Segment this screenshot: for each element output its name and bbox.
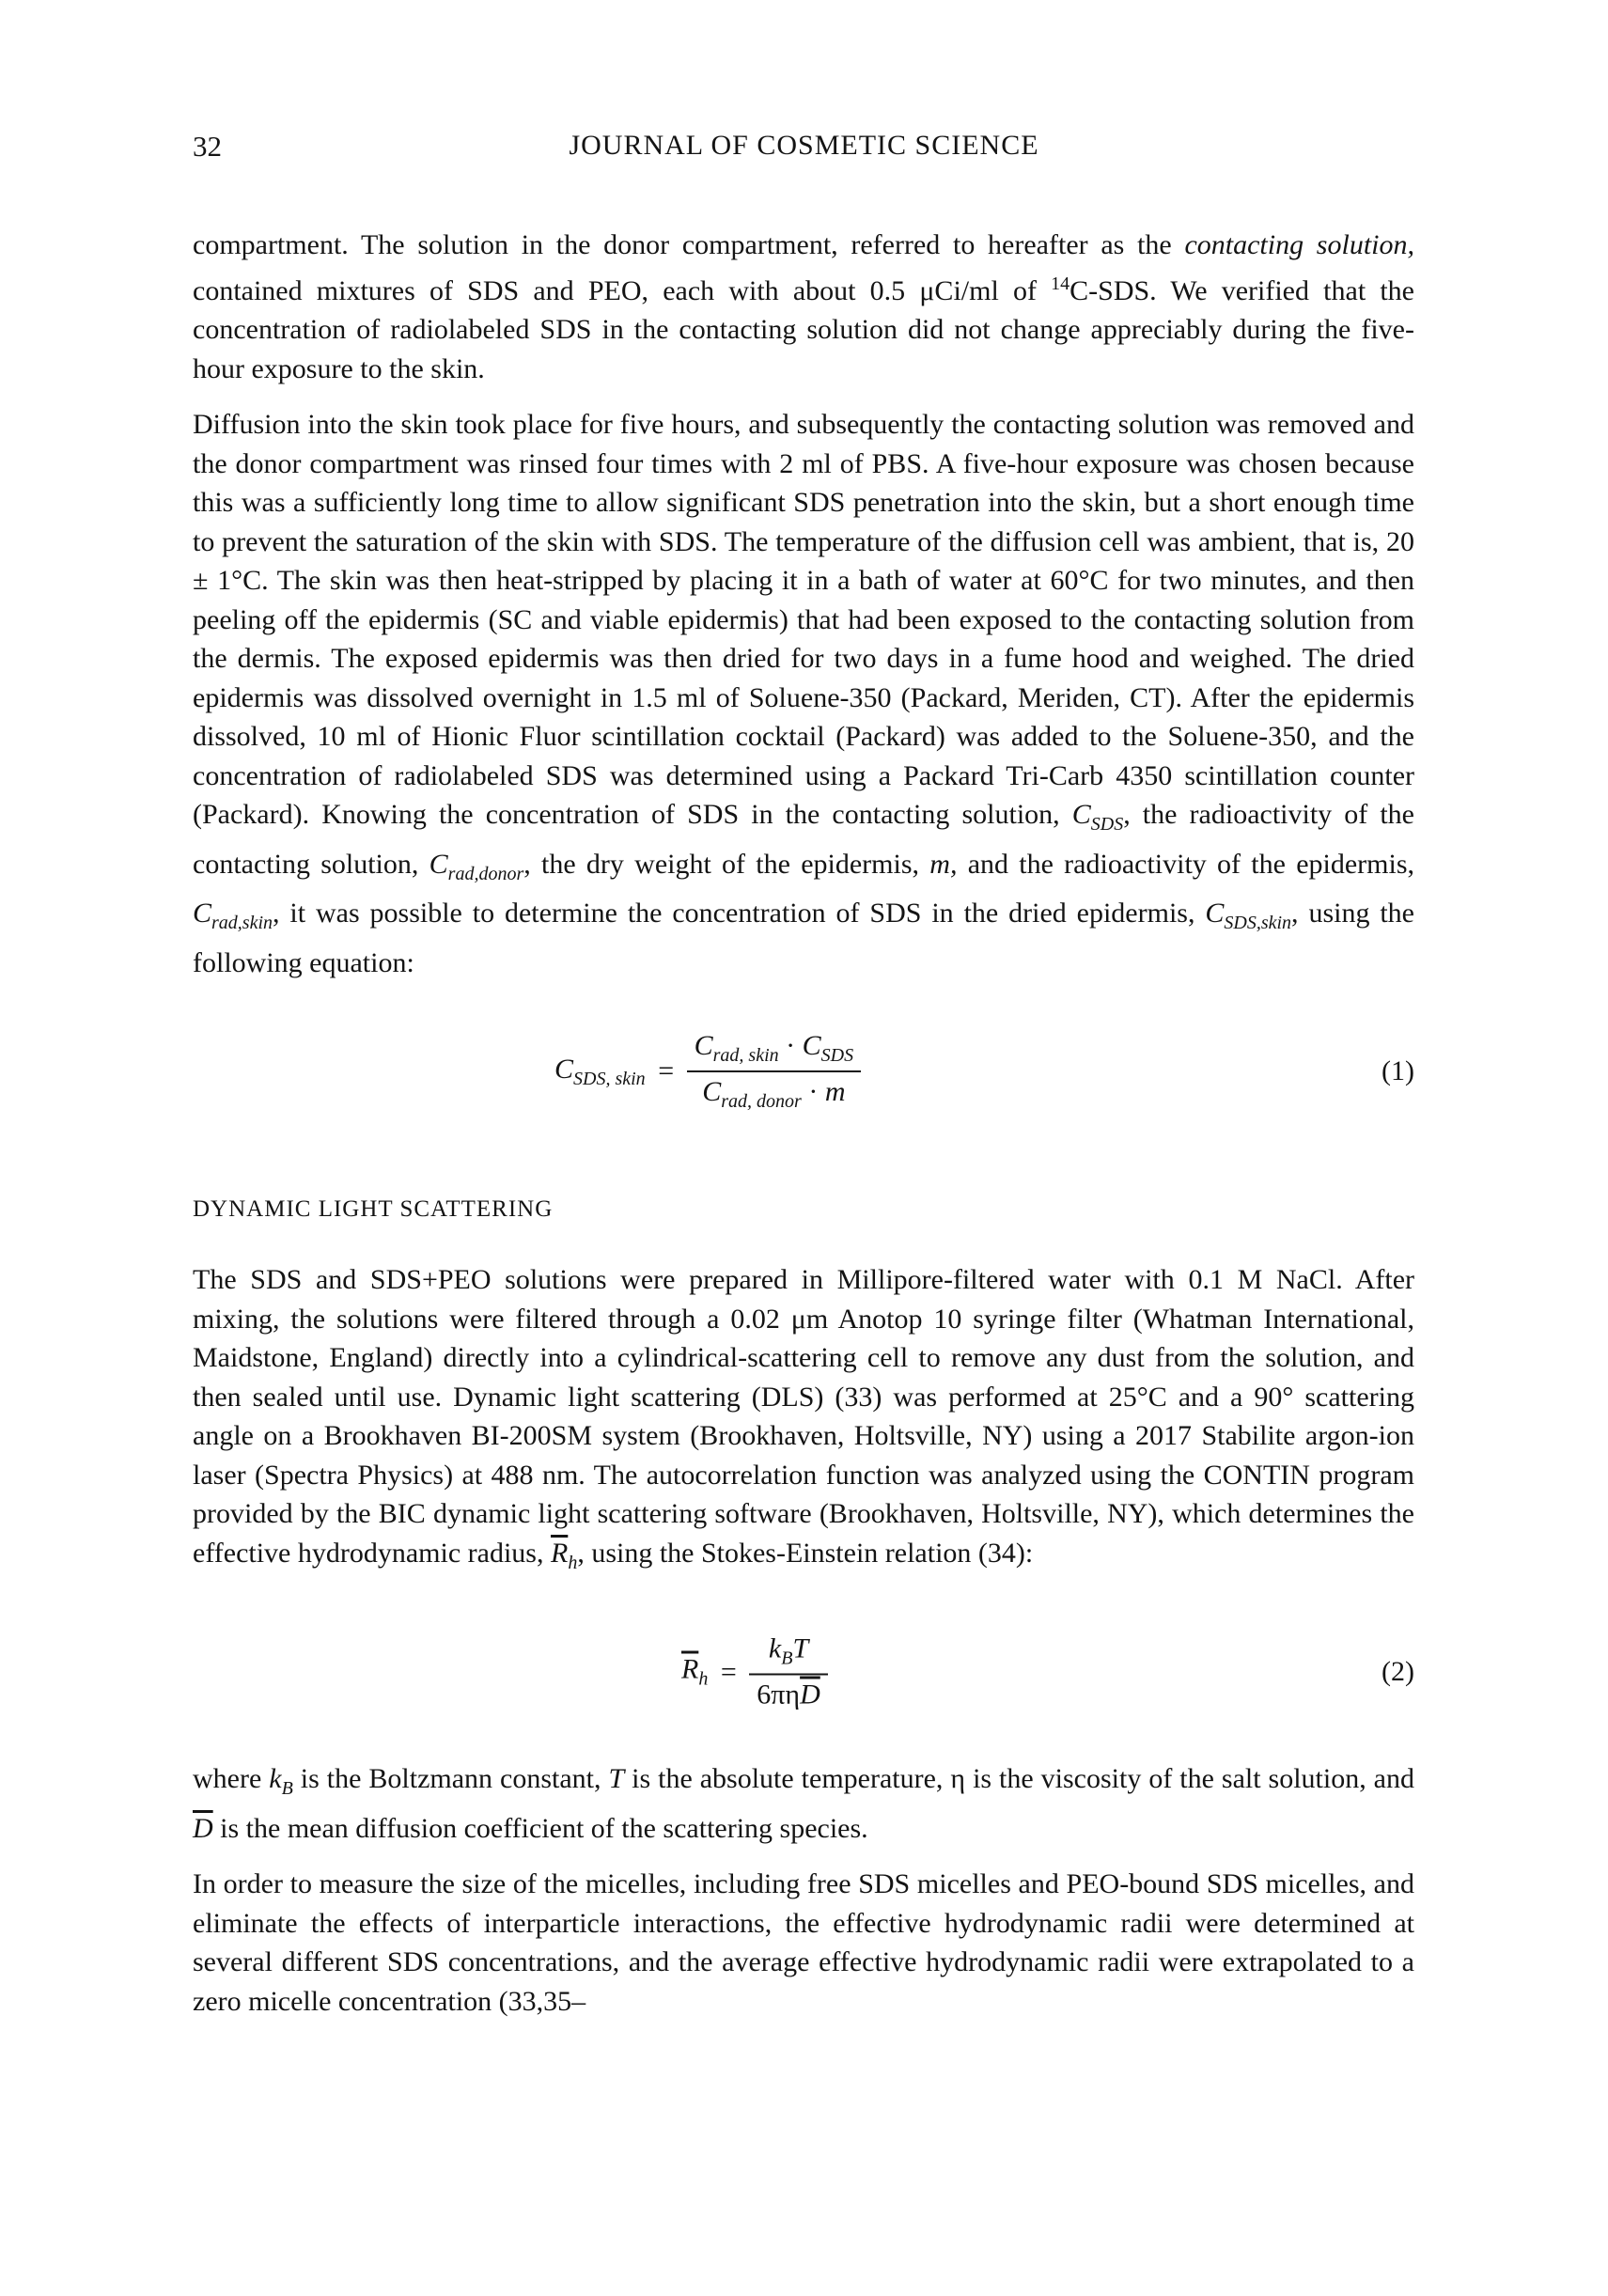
journal-title: JOURNAL OF COSMETIC SCIENCE: [569, 130, 1039, 161]
equation-1-numerator: $C_{rad, skin} \cdot C_{SDS}$: [687, 1030, 861, 1072]
paragraph-3: [193, 1260, 1414, 1583]
symbol-c-sds-skin: $C_{SDS,skin}$: [1205, 898, 1292, 933]
equation-2-fraction: [749, 1633, 828, 1711]
equation-2-number: (2): [1382, 1656, 1414, 1687]
equation-1-lhs: $C_{SDS, skin}$: [554, 1053, 646, 1089]
text-run: is the Boltzmann constant,: [292, 1763, 609, 1794]
page-number: 32: [193, 130, 222, 163]
text-run: C-SDS. We verified that the concentration of radiolabeled SDS in the contacting solution did not change appreciably during the five-hour exposure to the skin.: [193, 274, 1414, 384]
text-run: contained mixtures of SDS and PEO, each with about 0.5 μCi/ml of: [193, 274, 1052, 306]
text-run: , using the following equation:: [193, 898, 1414, 978]
equation-2-denominator: $6\pi\eta\overline{D}$: [757, 1679, 820, 1710]
paragraph-1: [193, 226, 1414, 388]
equation-2: [193, 1601, 1414, 1742]
term-contacting-solution: contacting solution,: [1184, 229, 1414, 260]
text-run: compartment. The solution in the donor compartment, referred to hereafter as the: [193, 229, 1185, 260]
symbol-c-rad-skin: $C_{rad,skin}$: [193, 898, 273, 933]
equation-1-fraction: [687, 1030, 861, 1113]
equation-2-lhs: $\overline{R}_h$: [681, 1653, 709, 1690]
text-run: , using the Stokes-Einstein relation (34):: [577, 1537, 1034, 1569]
equation-2-numerator: $k_BT$: [749, 1633, 828, 1676]
symbol-c-sds: $C_{SDS}$: [1071, 799, 1124, 835]
equation-2-body: [681, 1633, 828, 1711]
equation-1-number: (1): [1382, 1055, 1414, 1086]
text-run: , the radioactivity of the contacting solution,: [193, 799, 1414, 880]
running-head: [193, 130, 1415, 167]
paragraph-2: [193, 405, 1414, 982]
paragraph-5: In order to measure the size of the micelles, including free SDS micelles and PEO-bound SDS micelles, and eliminate the effects of interparticle interactions, the effective hydrodynamic radii were determined at several different SDS concentrations, and the average effective hydrodynamic radii were extrapolated to a zero micelle concentration (33,35–: [193, 1868, 1414, 2017]
symbol-m: m,: [929, 848, 958, 880]
equals-sign: =: [720, 1656, 737, 1687]
symbol-d: $\overline{D}$: [193, 1812, 213, 1844]
symbol-k-b: $k_B$: [269, 1763, 293, 1799]
text-run: and the radioactivity of the epidermis,: [957, 848, 1415, 880]
equation-1-denominator: $C_{rad, donor} \cdot m$: [702, 1076, 846, 1112]
isotope-superscript: 14: [1051, 273, 1070, 294]
text-run: where: [193, 1763, 270, 1794]
text-run: The SDS and SDS+PEO solutions were prepared in Millipore-filtered water with 0.1 M NaCl. After mixing, the solutions were filtered through a 0.02 μm Anotop 10 syringe filter (Whatman International, Maidstone, England) directly into a cylindrical-scattering cell to remove any dust from the solution, and then sealed until use. Dynamic light scattering (DLS) (33) was performed at 25°C and a 90° scattering angle on a Brookhaven BI-200SM system (Brookhaven, Holtsville, NY) using a 2017 Stabilite argon-ion laser (Spectra Physics) at 488 nm. The autocorrelation function was analyzed using the CONTIN program provided by the BIC dynamic light scattering software (Brookhaven, Holtsville, NY), which determines the effective hydrodynamic radius,: [193, 1264, 1414, 1569]
text-run: is the absolute temperature, η is the viscosity of the salt solution, and: [624, 1763, 1415, 1794]
section-heading: DYNAMIC LIGHT SCATTERING: [193, 1196, 554, 1222]
equals-sign: =: [658, 1055, 675, 1086]
equation-1-body: [554, 1030, 861, 1113]
text-run: Diffusion into the skin took place for five hours, and subsequently the contacting solution was removed and the donor compartment was rinsed four times with 2 ml of PBS. A five-hour exposure was chosen because this was a sufficiently long time to allow significant SDS penetration into the skin, but a short enough time to prevent the saturation of the skin with SDS. The temperature of the diffusion cell was ambient, that is, 20 ± 1°C. The skin was then heat-stripped by placing it in a bath of water at 60°C for two minutes, and then peeling off the epidermis (SC and viable epidermis) that had been exposed to the contacting solution from the dermis. The exposed epidermis was then dried for two days in a fume hood and weighed. The dried epidermis was dissolved overnight in 1.5 ml of Soluene-350 (Packard, Meriden, CT). After the epidermis dissolved, 10 ml of Hionic Fluor scintillation cocktail (Packard) was added to the Soluene-350, and the concentration of radiolabeled SDS was determined using a Packard Tri-Carb 4350 scintillation counter (Packard). Knowing the concentration of SDS in the contacting solution,: [193, 409, 1414, 830]
text-run: , the dry weight of the epidermis,: [523, 848, 930, 880]
paragraph-4: [193, 1759, 1414, 1848]
text-run: , it was possible to determine the concentration of SDS in the dried epidermis,: [273, 898, 1206, 929]
text-run: is the mean diffusion coefficient of the scattering species.: [212, 1812, 868, 1844]
article-body: [193, 226, 1414, 2038]
symbol-c-rad-donor: $C_{rad,donor}$: [429, 848, 524, 884]
equation-1: [193, 1001, 1414, 1142]
symbol-r-h: $\overline{R}_h$: [550, 1537, 578, 1573]
symbol-t: T: [608, 1763, 625, 1794]
